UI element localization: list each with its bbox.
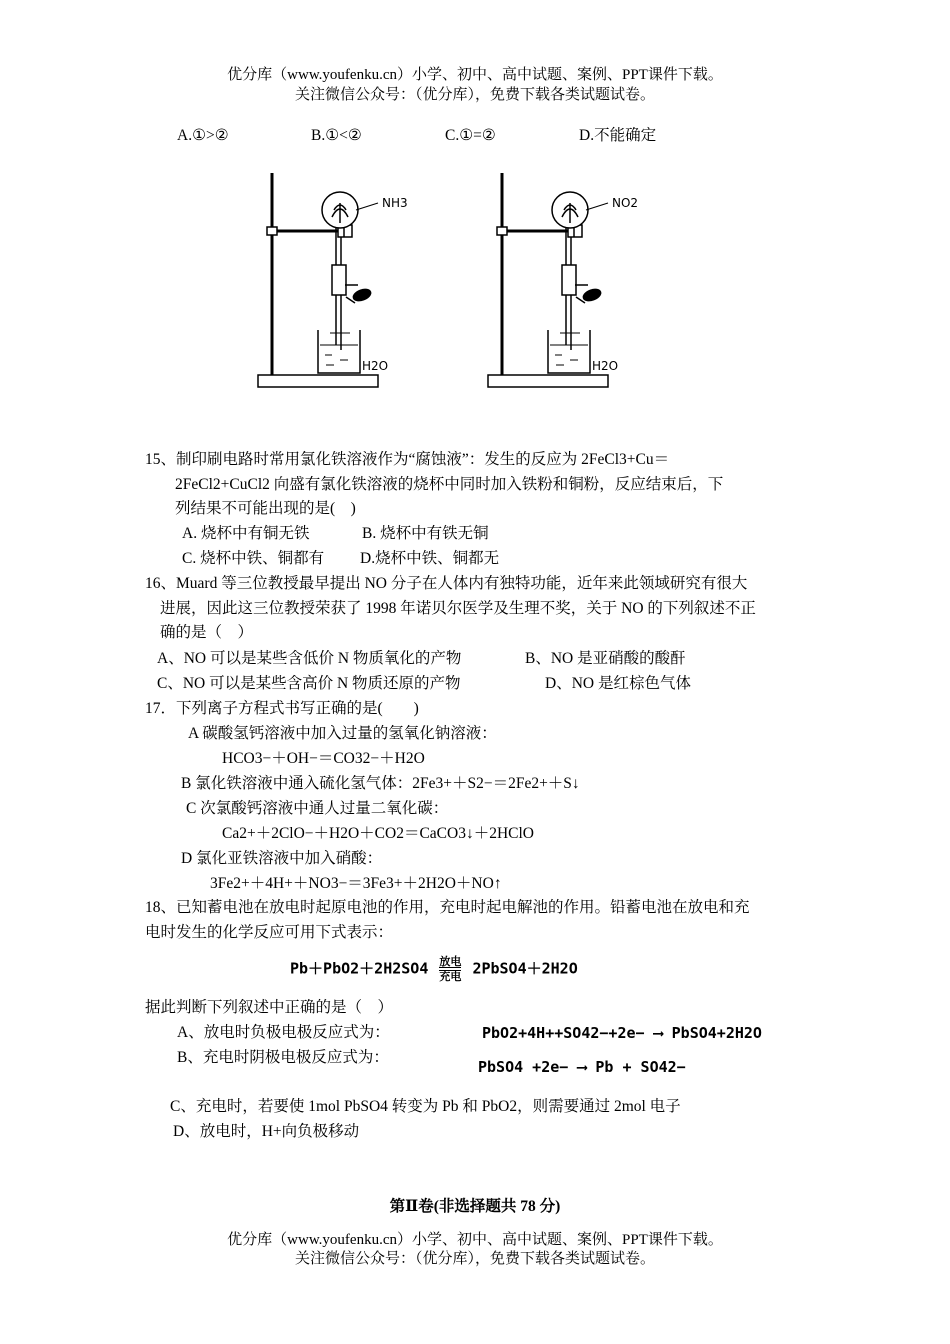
q18-option-c: C、充电时，若要使 1mol PbSO4 转变为 Pb 和 PbO2，则需要通过 2mol 电子 bbox=[170, 1098, 681, 1115]
q16-line-1: 16、Muard 等三位教授最早提出 NO 分子在人体内有独特功能，近年来此领域研究有很大 bbox=[145, 575, 748, 592]
q15-line-3: 列结果不可能出现的是( ) bbox=[175, 500, 356, 517]
q18-option-b: B、充电时阴极电极反应式为： bbox=[177, 1049, 389, 1066]
section-title: 第Ⅱ卷(非选择题共 78 分) bbox=[389, 1198, 561, 1215]
q14-option-c: C.①=② bbox=[445, 127, 496, 144]
q18-stem: 据此判断下列叙述中正确的是（ ） bbox=[145, 999, 394, 1016]
header-line-1: 优分库（www.youfenku.cn）小学、初中、高中试题、案例、PPT课件下载。 bbox=[227, 67, 723, 83]
q18-option-d: D、放电时，H+向负极移动 bbox=[173, 1123, 360, 1140]
q18-line-2: 电时发生的化学反应可用下式表示： bbox=[145, 924, 394, 941]
q16-line-3: 确的是（ ） bbox=[160, 624, 254, 641]
label-h2o-right: H2O bbox=[592, 359, 619, 373]
q15-option-b: B. 烧杯中有铁无铜 bbox=[362, 525, 489, 542]
q18-equation-arrow bbox=[439, 956, 461, 982]
q14-option-b: B.①<② bbox=[311, 127, 362, 144]
q16-option-b: B、NO 是亚硝酸的酸酐 bbox=[525, 650, 686, 667]
q18-option-b-equation: PbSO4 +2e− ⟶ Pb + SO42− bbox=[478, 1058, 686, 1076]
q17-stem: 17．下列离子方程式书写正确的是( ) bbox=[145, 700, 419, 717]
label-h2o-left: H2O bbox=[362, 359, 389, 373]
footer-line-2: 关注微信公众号：（优分库），免费下载各类试题试卷。 bbox=[294, 1251, 655, 1267]
q18-option-a-equation: PbO2+4H++SO42−+2e− ⟶ PbSO4+2H2O bbox=[482, 1024, 762, 1042]
q16-option-a: A、NO 可以是某些含低价 N 物质氧化的产物 bbox=[157, 650, 462, 667]
q17-option-a-equation: HCO3−＋OH−＝CO32−＋H2O bbox=[222, 750, 425, 767]
q18-equation-left: Pb＋PbO2＋2H2SO4 bbox=[290, 959, 429, 978]
footer-line-1: 优分库（www.youfenku.cn）小学、初中、高中试题、案例、PPT课件下载。 bbox=[227, 1232, 723, 1248]
q18-battery-equation bbox=[290, 956, 578, 982]
q16-line-2: 进展，因此这三位教授荣获了 1998 年诺贝尔医学及生理不奖，关于 NO 的下列叙述不正 bbox=[160, 600, 756, 617]
fountain-apparatus-figure bbox=[250, 165, 660, 395]
label-no2: NO2 bbox=[612, 196, 639, 210]
q15-option-d: D.烧杯中铁、铜都无 bbox=[360, 550, 500, 567]
q17-option-a-label: A 碳酸氢钙溶液中加入过量的氢氧化钠溶液： bbox=[188, 725, 497, 742]
q17-option-d-equation: 3Fe2+＋4H+＋NO3−＝3Fe3+＋2H2O＋NO↑ bbox=[210, 875, 502, 892]
q17-option-b: B 氯化铁溶液中通入硫化氢气体：2Fe3+＋S2−＝2Fe2+＋S↓ bbox=[181, 775, 580, 792]
q16-option-c: C、NO 可以是某些含高价 N 物质还原的产物 bbox=[157, 675, 461, 692]
q16-option-d: D、NO 是红棕色气体 bbox=[545, 675, 691, 692]
q18-equation-right: 2PbSO4＋2H2O bbox=[472, 959, 578, 978]
header-line-2: 关注微信公众号：（优分库），免费下载各类试题试卷。 bbox=[294, 87, 655, 103]
q15-option-c: C. 烧杯中铁、铜都有 bbox=[182, 550, 325, 567]
q15-line-2: 2FeCl2+CuCl2 向盛有氯化铁溶液的烧杯中同时加入铁粉和铜粉，反应结束后，下 bbox=[175, 476, 724, 493]
label-nh3: NH3 bbox=[382, 196, 408, 210]
q18-arrow-top: 放电 bbox=[439, 955, 462, 968]
q17-option-d-label: D 氯化亚铁溶液中加入硝酸： bbox=[181, 850, 383, 867]
q18-option-a: A、放电时负极电极反应式为： bbox=[177, 1024, 390, 1041]
q14-option-d: D.不能确定 bbox=[579, 127, 657, 144]
apparatus-right bbox=[488, 173, 608, 387]
q18-arrow-bottom: 充电 bbox=[439, 970, 462, 983]
q15-line-1: 15、制印刷电路时常用氯化铁溶液作为“腐蚀液”：发生的反应为 2FeCl3+Cu＝ bbox=[145, 451, 670, 468]
q17-option-c-equation: Ca2+＋2ClO−＋H2O＋CO2＝CaCO3↓＋2HClO bbox=[222, 825, 534, 842]
q17-option-c-label: C 次氯酸钙溶液中通人过量二氧化碳： bbox=[186, 800, 449, 817]
q15-option-a: A. 烧杯中有铜无铁 bbox=[182, 525, 310, 542]
q14-option-a: A.①>② bbox=[177, 127, 229, 144]
q18-line-1: 18、已知蓄电池在放电时起原电池的作用，充电时起电解池的作用。铅蓄电池在放电和充 bbox=[145, 899, 750, 916]
apparatus-left bbox=[258, 173, 378, 387]
